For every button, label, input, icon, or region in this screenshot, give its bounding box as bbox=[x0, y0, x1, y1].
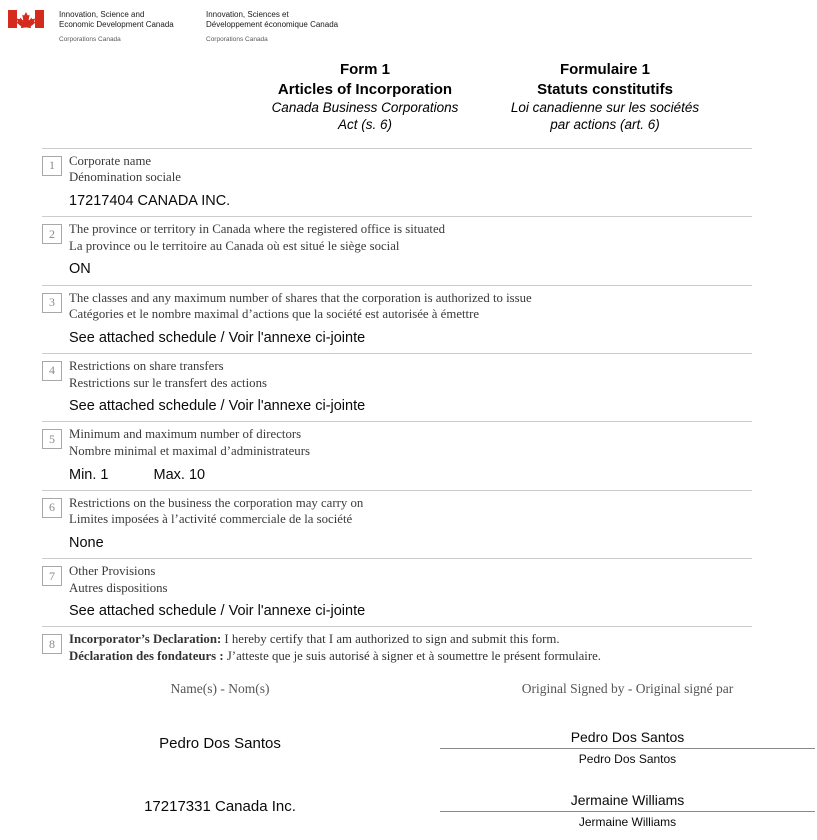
signature-headers bbox=[0, 681, 817, 697]
signed-column-header: Original Signed by - Original signé par bbox=[521, 680, 734, 696]
declaration-fr-lead: Déclaration des fondateurs : bbox=[69, 649, 224, 663]
section-label-fr: La province ou le territoire au Canada où est situé le siège social bbox=[69, 238, 400, 253]
section-other-provisions bbox=[42, 558, 752, 626]
section-incorporators-declaration bbox=[42, 626, 752, 670]
incorporator-name: Pedro Dos Santos bbox=[159, 734, 281, 752]
corporate-name-value: 17217404 CANADA INC. bbox=[69, 193, 231, 209]
section-share-transfer-restrictions bbox=[42, 353, 752, 421]
form-name-en: Articles of Incorporation bbox=[277, 80, 453, 98]
form-act-fr-line2: par actions (art. 6) bbox=[550, 117, 660, 133]
section-number: 1 bbox=[42, 156, 62, 176]
directors-min-value: Min. 1 bbox=[69, 466, 109, 483]
other-provisions-value: See attached schedule / Voir l'annexe ci-jointe bbox=[69, 603, 366, 620]
share-transfer-restrictions-value: See attached schedule / Voir l'annexe ci-jointe bbox=[69, 398, 366, 415]
section-label-fr: Autres dispositions bbox=[69, 580, 168, 595]
department-name-en-line1: Innovation, Science and bbox=[59, 10, 145, 19]
signature-block bbox=[440, 792, 815, 829]
signature-area bbox=[0, 681, 817, 829]
canada-flag-icon bbox=[8, 10, 44, 28]
section-number: 8 bbox=[42, 634, 62, 654]
section-corporate-name bbox=[42, 148, 752, 216]
form-sections bbox=[42, 148, 752, 671]
corporations-canada-en: Corporations Canada bbox=[59, 35, 121, 43]
names-column-header: Name(s) - Nom(s) bbox=[170, 680, 270, 696]
section-number: 6 bbox=[42, 498, 62, 518]
signature-printed-name: Jermaine Williams bbox=[578, 814, 677, 829]
section-label-en: Restrictions on the business the corporation may carry on bbox=[69, 495, 364, 510]
form-name-fr: Statuts constitutifs bbox=[537, 80, 673, 98]
form-title-block bbox=[250, 60, 817, 134]
form-act-en-line2: Act (s. 6) bbox=[337, 117, 392, 133]
department-name-fr bbox=[206, 10, 353, 44]
section-business-restrictions bbox=[42, 490, 752, 558]
form-act-fr-line1: Loi canadienne sur les sociétés bbox=[510, 100, 700, 116]
section-label-en: Restrictions on share transfers bbox=[69, 358, 224, 373]
declaration-en-lead: Incorporator’s Declaration: bbox=[69, 632, 222, 647]
section-label-en: The classes and any maximum number of shares that the corporation is authorized to issue bbox=[69, 290, 532, 305]
signature-text: Pedro Dos Santos bbox=[570, 728, 685, 745]
section-label-fr: Nombre minimal et maximal d’administrateurs bbox=[69, 443, 310, 458]
declaration-en-text: I hereby certify that I am authorized to sign and submit this form. bbox=[221, 632, 560, 647]
form-number-en: Form 1 bbox=[339, 61, 390, 79]
form-title-fr bbox=[490, 60, 720, 134]
section-label-fr: Limites imposées à l’activité commerciale de la société bbox=[69, 512, 353, 527]
section-share-classes bbox=[42, 285, 752, 353]
form-title-en bbox=[250, 60, 480, 134]
section-number: 7 bbox=[42, 566, 62, 586]
section-number: 4 bbox=[42, 361, 62, 381]
declaration-en bbox=[69, 631, 752, 648]
signature-printed-name: Pedro Dos Santos bbox=[578, 751, 677, 766]
signature-block bbox=[440, 729, 815, 766]
declaration-fr-text: J’atteste que je suis autorisé à signer et à soumettre le présent formulaire. bbox=[223, 649, 602, 663]
form-number-fr: Formulaire 1 bbox=[559, 61, 651, 79]
registered-office-value: ON bbox=[69, 261, 91, 278]
section-directors bbox=[42, 421, 752, 489]
section-registered-office bbox=[42, 216, 752, 284]
department-name-fr-line2: Développement économique Canada bbox=[206, 20, 339, 30]
department-name-en-line2: Economic Development Canada bbox=[59, 20, 174, 30]
section-label-fr: Restrictions sur le transfert des actions bbox=[69, 375, 267, 390]
section-label-en: Corporate name bbox=[69, 153, 152, 168]
section-label-en: The province or territory in Canada where the registered office is situated bbox=[69, 222, 446, 237]
signature-row bbox=[0, 792, 817, 829]
declaration-fr bbox=[69, 648, 752, 665]
department-name-fr-line1: Innovation, Sciences et bbox=[206, 10, 289, 19]
signature-row bbox=[0, 729, 817, 766]
section-label-en: Minimum and maximum number of directors bbox=[69, 427, 302, 442]
department-name-en bbox=[59, 10, 206, 44]
section-label-fr: Catégories et le nombre maximal d’actions que la société est autorisée à émettre bbox=[69, 307, 480, 322]
business-restrictions-value: None bbox=[69, 534, 104, 551]
section-number: 5 bbox=[42, 429, 62, 449]
share-classes-value: See attached schedule / Voir l'annexe ci-jointe bbox=[69, 329, 366, 346]
section-number: 3 bbox=[42, 293, 62, 313]
section-number: 2 bbox=[42, 224, 62, 244]
form-act-en-line1: Canada Business Corporations bbox=[271, 100, 459, 116]
signature-text: Jermaine Williams bbox=[570, 791, 685, 808]
incorporator-name: 17217331 Canada Inc. bbox=[144, 797, 296, 815]
directors-max-value: Max. 10 bbox=[153, 466, 206, 483]
directors-value bbox=[69, 466, 752, 484]
section-label-en: Other Provisions bbox=[69, 564, 156, 578]
corporations-canada-fr: Corporations Canada bbox=[206, 35, 268, 43]
government-masthead bbox=[0, 0, 817, 44]
section-label-fr: Dénomination sociale bbox=[69, 170, 181, 185]
